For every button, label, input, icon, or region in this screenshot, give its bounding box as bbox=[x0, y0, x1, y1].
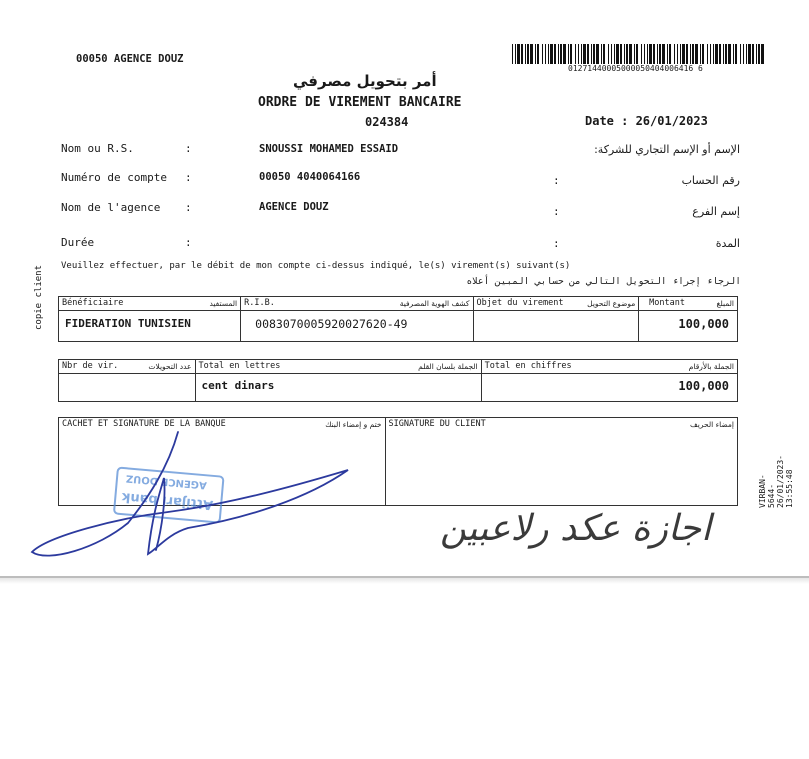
paper-shadow bbox=[0, 578, 809, 584]
duration-colon: : bbox=[185, 236, 192, 249]
account-colon-ar: : bbox=[553, 174, 560, 187]
figures-value: 100,000 bbox=[678, 379, 729, 393]
duration-colon-ar: : bbox=[553, 237, 560, 250]
header-figures: Total en chiffres الجملة بالأرقام bbox=[481, 360, 737, 374]
header-rib: R.I.B. كشف الهوية المصرفية bbox=[241, 297, 473, 311]
rib-value: 0083070005920027620-49 bbox=[255, 317, 408, 331]
rib-cell bbox=[241, 311, 473, 342]
name-label: Nom ou R.S. bbox=[61, 142, 134, 155]
instruction-arabic: الرجاء إجراء التحويل التالي من حسابي المبين أعلاه bbox=[466, 276, 741, 287]
figures-cell bbox=[481, 374, 737, 402]
svg-text:Attijari bank: Attijari bank bbox=[121, 489, 214, 512]
object-value bbox=[474, 311, 639, 317]
account-value: 00050 4040064166 bbox=[259, 171, 361, 183]
order-date: Date : 26/01/2023 bbox=[585, 114, 708, 128]
duration-label: Durée bbox=[61, 236, 95, 249]
header-letters: Total en lettres الجملة بلسان القلم bbox=[195, 360, 481, 374]
header-beneficiary: Bénéficiaire المستفيد bbox=[59, 297, 241, 311]
amount-value: 100,000 bbox=[678, 317, 729, 331]
bank-signature bbox=[28, 428, 358, 560]
account-colon: : bbox=[185, 171, 192, 184]
handwritten-note: اجازة عكد رلاعبين bbox=[440, 508, 712, 549]
letters-cell bbox=[195, 374, 481, 402]
account-label: Numéro de compte bbox=[61, 171, 167, 184]
header-count: Nbr de vir. عدد التحويلات bbox=[59, 360, 196, 374]
title-arabic: أمر بتحويل مصرفي bbox=[293, 72, 437, 90]
letters-value: cent dinars bbox=[201, 379, 275, 392]
branch-colon-ar: : bbox=[553, 205, 560, 218]
branch-label-arabic: إسم الفرع bbox=[692, 205, 740, 218]
copy-label: copie client bbox=[34, 264, 44, 330]
beneficiary-value: FIDERATION TUNISIEN bbox=[65, 317, 191, 330]
header-object: Objet du virement موضوع التحويل bbox=[473, 297, 639, 311]
instruction-french: Veuillez effectuer, par le débit de mon compte ci-dessus indiqué, le(s) virement(s) suivant(s) bbox=[61, 261, 571, 271]
count-value bbox=[59, 374, 195, 380]
branch-value: AGENCE DOUZ bbox=[259, 201, 329, 213]
totals-table bbox=[58, 359, 738, 402]
account-label-arabic: رقم الحساب bbox=[681, 174, 740, 187]
transfer-table bbox=[58, 296, 738, 342]
title-french: ORDRE DE VIREMENT BANCAIRE bbox=[258, 95, 462, 110]
bank-signature-box: CACHET ET SIGNATURE DE LA BANQUE ختم و إمضاء البنك bbox=[59, 418, 386, 506]
name-label-arabic: الإسم أو الإسم التجاري للشركة: bbox=[594, 143, 740, 156]
duration-label-arabic: المدة bbox=[715, 237, 740, 250]
branch-label: Nom de l'agence bbox=[61, 201, 161, 214]
name-colon: : bbox=[185, 142, 192, 155]
document-reference: VIRBAN-5644-26/01/2023-13:55:48 bbox=[758, 455, 794, 508]
object-cell bbox=[473, 311, 639, 342]
name-value: SNOUSSI MOHAMED ESSAID bbox=[259, 143, 399, 155]
barcode bbox=[512, 44, 766, 64]
agency-code: 00050 AGENCE DOUZ bbox=[76, 53, 184, 65]
client-signature-box: SIGNATURE DU CLIENT إمضاء الحريف bbox=[385, 418, 737, 506]
count-cell bbox=[59, 374, 196, 402]
amount-cell bbox=[639, 311, 738, 342]
barcode-number: 01271440005000050404006416 6 bbox=[568, 64, 703, 73]
order-number: 024384 bbox=[365, 115, 409, 129]
beneficiary-cell bbox=[59, 311, 241, 342]
header-amount: Montant المبلغ bbox=[639, 297, 738, 311]
svg-text:AGENCE DOUZ: AGENCE DOUZ bbox=[125, 472, 208, 491]
branch-colon: : bbox=[185, 201, 192, 214]
